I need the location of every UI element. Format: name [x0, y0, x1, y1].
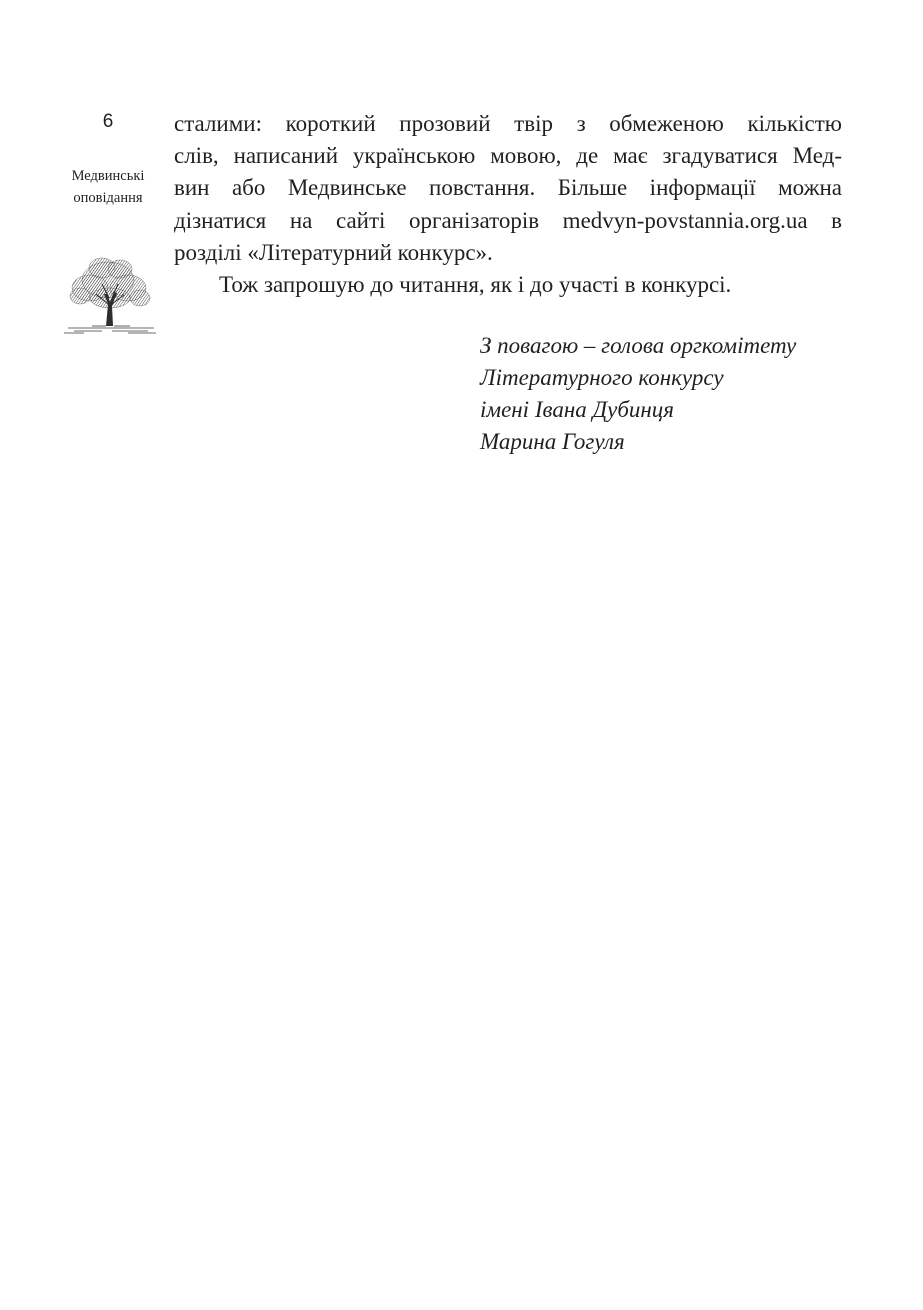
signature-block	[480, 330, 796, 458]
body-text	[174, 108, 842, 301]
running-title-line: Медвинські	[71, 168, 145, 184]
signature-line: З повагою – голова оргкомітету	[480, 333, 797, 358]
running-title	[56, 165, 160, 209]
body-paragraph-line: Тож запрошую до читання, як і до участі в конкурсі.	[219, 272, 732, 298]
body-line: слів, написаний українською мовою, де має згадуватися Мед-	[174, 143, 842, 169]
page-number: 6	[102, 111, 114, 132]
signature-line: імені Івана Дубинця	[480, 397, 674, 422]
body-line: сталими: короткий прозовий твір з обмеженою кількістю	[174, 111, 842, 136]
body-line: вин або Медвинське повстання. Більше інформації можна	[174, 175, 842, 201]
running-title-line: оповідання	[73, 190, 143, 206]
body-line: розділі «Літературний конкурс».	[174, 239, 493, 265]
tree-icon	[62, 254, 158, 334]
body-line: дізнатися на сайті організаторів medvyn-povstannia.org.ua в	[174, 207, 842, 233]
signature-line: Літературного конкурсу	[480, 365, 724, 390]
signature-name: Марина Гогуля	[480, 429, 625, 454]
